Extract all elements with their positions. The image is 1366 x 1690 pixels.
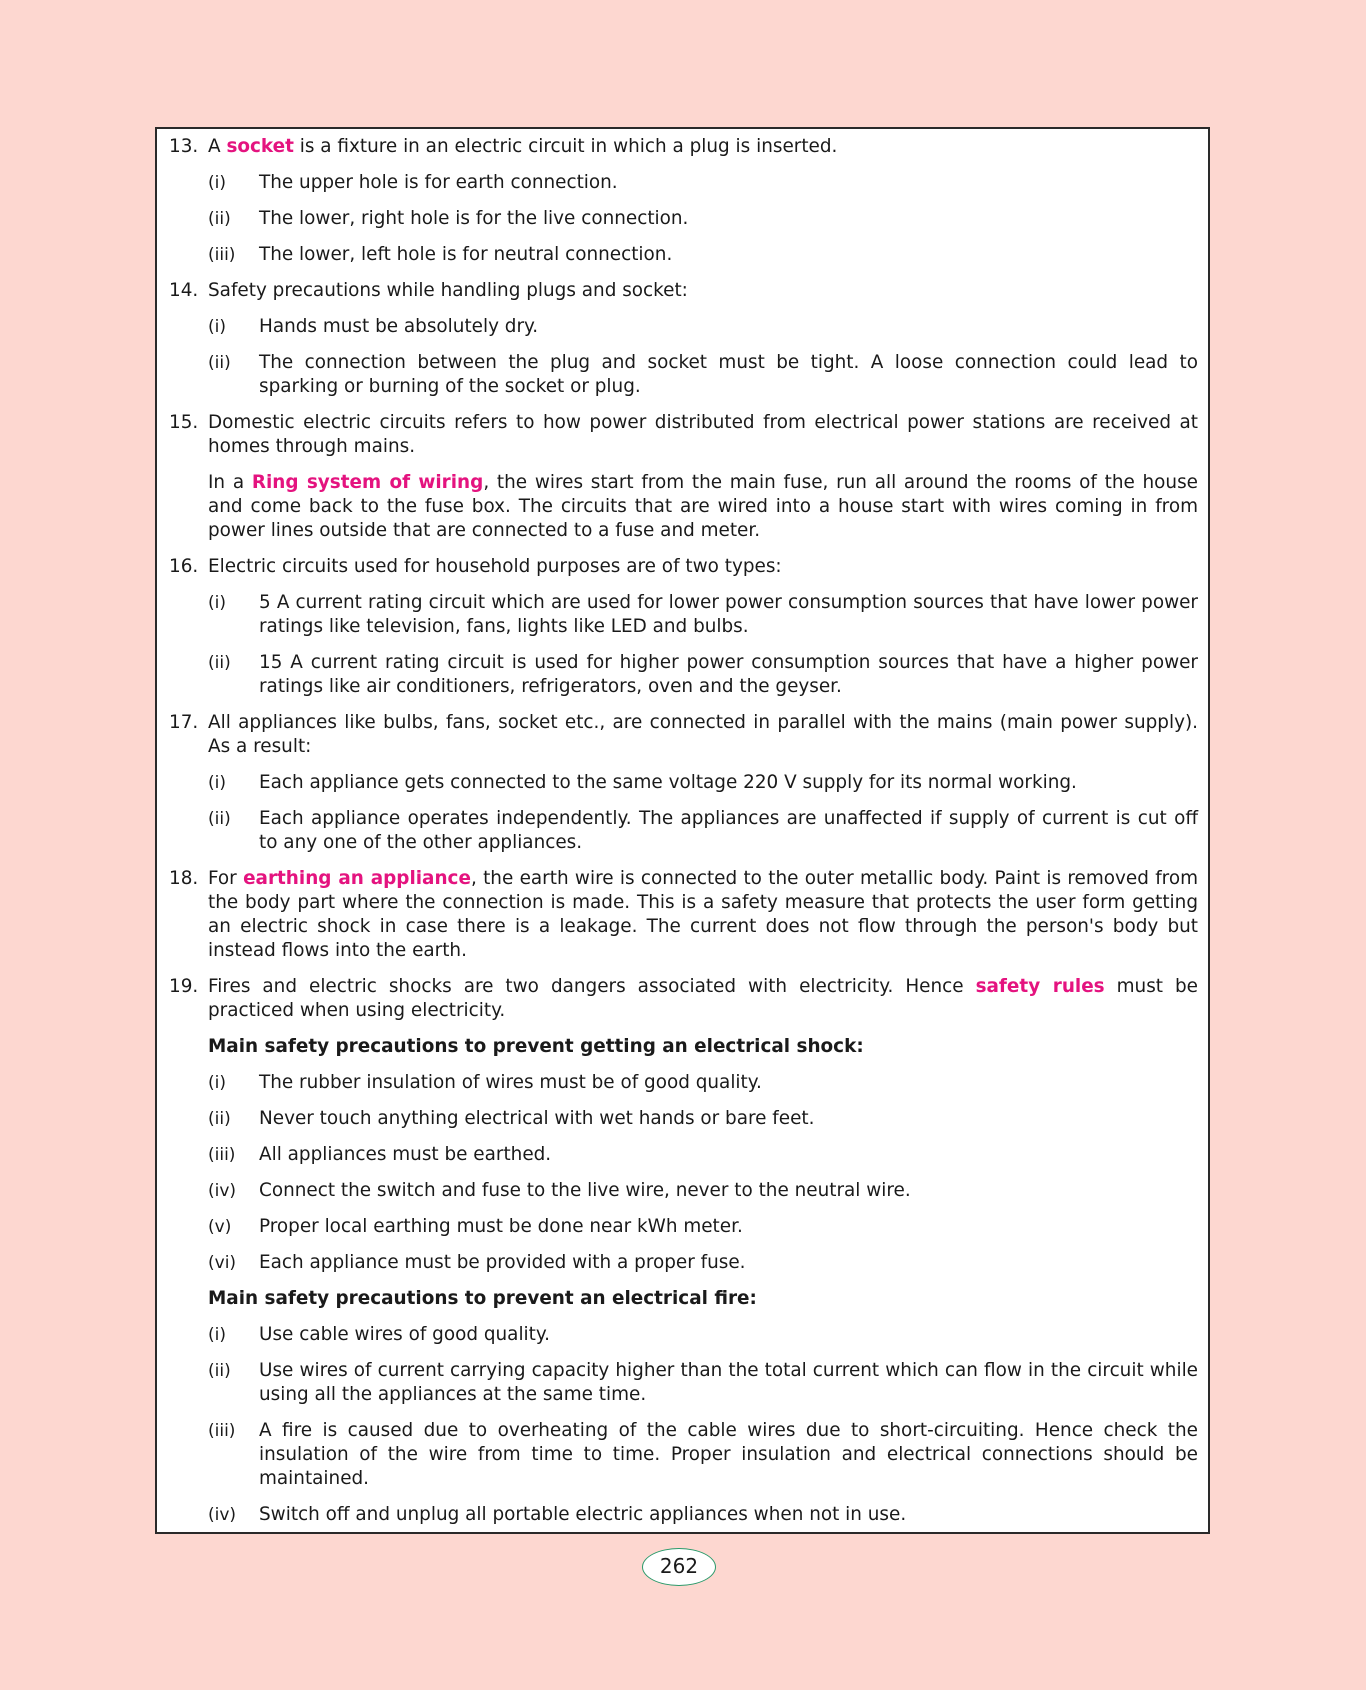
sub-item-text: 15 A current rating circuit is used for higher power consumption sources that have a higher power ratings like air conditioners, refrigerators, oven and the geyser.	[259, 652, 1198, 697]
sub-item	[208, 1359, 1198, 1407]
sub-item-text: All appliances must be earthed.	[259, 1144, 552, 1165]
roman-numeral: (i)	[208, 317, 226, 337]
sub-item-text: Use wires of current carrying capacity higher than the total current which can flow in the circuit while using all the appliances at the same time.	[259, 1360, 1198, 1405]
roman-numeral: (ii)	[208, 1361, 231, 1381]
roman-numeral: (v)	[208, 1217, 232, 1237]
item-text-pre: For	[208, 868, 244, 889]
para-text-pre: In a	[208, 472, 252, 493]
item-text: Domestic electric circuits refers to how power distributed from electrical power stations are received at homes through mains.	[208, 412, 1198, 457]
item-number: 14.	[169, 280, 199, 301]
item-16-subs	[169, 591, 1198, 699]
roman-numeral: (iii)	[208, 1421, 236, 1441]
sub-item-text: The connection between the plug and socket must be tight. A loose connection could lead to sparking or burning of the socket or plug.	[259, 352, 1198, 397]
item-16	[169, 555, 1198, 579]
sub-item	[208, 207, 1198, 231]
sub-item	[208, 243, 1198, 267]
sub-item	[208, 351, 1198, 399]
item-14-subs	[169, 315, 1198, 399]
page-number: 262	[642, 1548, 716, 1586]
item-text-pre: A	[208, 136, 227, 157]
sub-item-text: The rubber insulation of wires must be of good quality.	[259, 1072, 762, 1093]
roman-numeral: (i)	[208, 1073, 226, 1093]
item-number: 13.	[169, 136, 199, 157]
sub-item	[208, 771, 1198, 795]
item-text-post: is a fixture in an electric circuit in which a plug is inserted.	[293, 136, 838, 157]
sub-item-text: Switch off and unplug all portable electric appliances when not in use.	[259, 1504, 907, 1525]
highlight-term: earthing an appliance	[243, 868, 471, 889]
item-14	[169, 279, 1198, 303]
sub-item-text: Never touch anything electrical with wet hands or bare feet.	[259, 1108, 815, 1129]
sub-item	[208, 1323, 1198, 1347]
sub-item-text: Each appliance must be provided with a proper fuse.	[259, 1252, 746, 1273]
item-17-subs	[169, 771, 1198, 855]
highlight-term: socket	[226, 136, 294, 157]
ring-wiring-paragraph	[208, 471, 1198, 543]
sub-item	[208, 1179, 1198, 1203]
sub-item-text: The upper hole is for earth connection.	[259, 172, 618, 193]
sub-item-text: Each appliance operates independently. The appliances are unaffected if supply of current is cut off to any one of the other appliances.	[259, 808, 1198, 853]
item-13	[169, 135, 1198, 159]
item-13-subs	[169, 171, 1198, 267]
item-18	[169, 867, 1198, 963]
roman-numeral: (ii)	[208, 809, 231, 829]
sub-item-text: The lower, right hole is for the live connection.	[259, 208, 689, 229]
roman-numeral: (vi)	[208, 1253, 237, 1273]
sub-item-text: A fire is caused due to overheating of the cable wires due to short-circuiting. Hence check the insulation of the wire from time to time. Proper insulation and electrical connections should be maintained.	[259, 1420, 1198, 1489]
item-text-post: , the earth wire is connected to the outer metallic body. Paint is removed from the body part where the connection is made. This is a safety measure that protects the user form getting an electric shock in case there is a leakage. The current does not flow through the person's body but instead flows into the earth.	[208, 868, 1198, 961]
shock-precautions-heading: Main safety precautions to prevent getting an electrical shock:	[208, 1036, 864, 1057]
sub-item	[208, 1107, 1198, 1131]
sub-item	[208, 171, 1198, 195]
roman-numeral: (ii)	[208, 1109, 231, 1129]
sub-item-text: The lower, left hole is for neutral connection.	[259, 244, 673, 265]
item-text: All appliances like bulbs, fans, socket etc., are connected in parallel with the mains (main power supply). As a result:	[208, 712, 1198, 757]
highlight-term: safety rules	[975, 976, 1105, 997]
item-text-post: must be practiced when using electricity.	[208, 976, 1198, 1021]
item-19	[169, 975, 1198, 1023]
item-number: 17.	[169, 712, 199, 733]
sub-item-text: 5 A current rating circuit which are used for lower power consumption sources that have lower power ratings like television, fans, lights like LED and bulbs.	[259, 592, 1198, 637]
sub-item	[208, 1251, 1198, 1275]
sub-item-text: Proper local earthing must be done near kWh meter.	[259, 1216, 743, 1237]
sub-item	[208, 1503, 1198, 1527]
item-text-pre: Fires and electric shocks are two dangers associated with electricity. Hence	[208, 976, 976, 997]
sub-item	[208, 315, 1198, 339]
sub-item	[208, 1215, 1198, 1239]
para-text-post: , the wires start from the main fuse, run all around the rooms of the house and come back to the fuse box. The circuits that are wired into a house start with wires coming in from power lines outside that are connected to a fuse and meter.	[208, 472, 1198, 541]
item-number: 15.	[169, 412, 199, 433]
roman-numeral: (ii)	[208, 653, 231, 673]
sub-item-text: Hands must be absolutely dry.	[259, 316, 539, 337]
roman-numeral: (iii)	[208, 245, 236, 265]
sub-item	[208, 807, 1198, 855]
item-15	[169, 411, 1198, 459]
item-17	[169, 711, 1198, 759]
sub-item-text: Connect the switch and fuse to the live wire, never to the neutral wire.	[259, 1180, 911, 1201]
highlight-term: Ring system of wiring	[251, 472, 484, 493]
item-number: 16.	[169, 556, 199, 577]
roman-numeral: (ii)	[208, 353, 231, 373]
content-box	[155, 127, 1210, 1534]
roman-numeral: (iii)	[208, 1145, 236, 1165]
roman-numeral: (iv)	[208, 1181, 237, 1201]
roman-numeral: (i)	[208, 773, 226, 793]
sub-item	[208, 591, 1198, 639]
roman-numeral: (i)	[208, 593, 226, 613]
sub-item	[208, 1419, 1198, 1491]
sub-item	[208, 651, 1198, 699]
item-15-body	[169, 471, 1198, 543]
item-text: Electric circuits used for household purposes are of two types:	[208, 556, 782, 577]
sub-item-text: Use cable wires of good quality.	[259, 1324, 550, 1345]
item-number: 18.	[169, 868, 199, 889]
item-number: 19.	[169, 976, 199, 997]
sub-item	[208, 1143, 1198, 1167]
roman-numeral: (iv)	[208, 1505, 237, 1525]
item-text: Safety precautions while handling plugs and socket:	[208, 280, 688, 301]
roman-numeral: (ii)	[208, 209, 231, 229]
sub-item-text: Each appliance gets connected to the same voltage 220 V supply for its normal working.	[259, 772, 1077, 793]
roman-numeral: (i)	[208, 1325, 226, 1345]
sub-item	[208, 1071, 1198, 1095]
roman-numeral: (i)	[208, 173, 226, 193]
item-19-body	[169, 1035, 1198, 1527]
fire-precautions-heading: Main safety precautions to prevent an electrical fire:	[208, 1288, 757, 1309]
